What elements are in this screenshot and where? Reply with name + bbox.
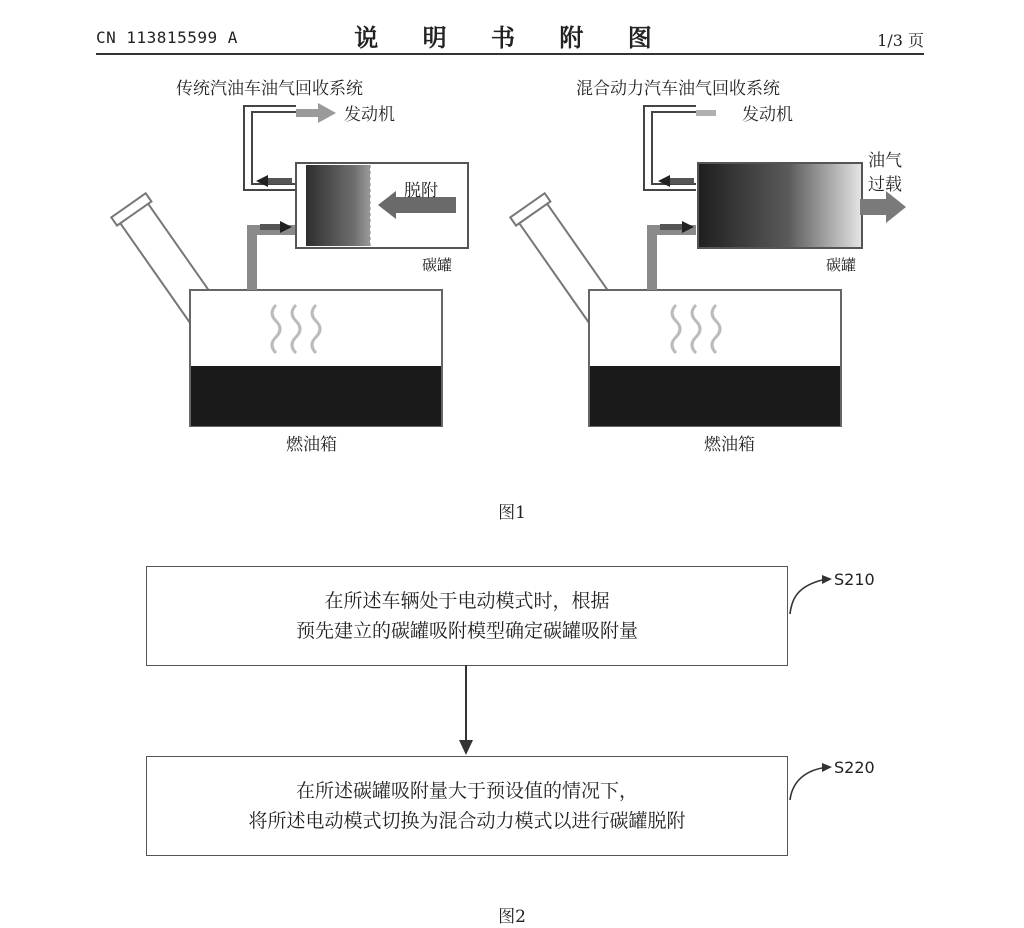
right-engine-label: 发动机 <box>742 105 793 125</box>
step-s210-line1: 在所述车辆处于电动模式时，根据 <box>324 589 610 612</box>
step-box-s210 <box>146 566 788 666</box>
right-tank-label: 燃油箱 <box>704 435 755 455</box>
step-s220-line1: 在所述碳罐吸附量大于预设值的情况下， <box>295 779 638 802</box>
s210-leader <box>790 580 822 614</box>
patent-number: CN 113815599 A <box>96 28 238 47</box>
page-header <box>0 0 1024 60</box>
right-panel-title: 混合动力汽车油气回收系统 <box>576 79 780 99</box>
left-engine-label: 发动机 <box>344 105 395 125</box>
figure-1 <box>0 60 1024 480</box>
left-panel-title: 传统汽油车油气回收系统 <box>176 79 363 99</box>
figure-2-caption: 图2 <box>498 907 526 927</box>
right-overload-label-line1: 油气 <box>868 151 902 171</box>
s220-leader <box>790 768 822 800</box>
page-title: 说 明 书 附 图 <box>354 24 670 52</box>
page-number: 1/3 页 <box>877 31 924 50</box>
right-overload-label-line2: 过载 <box>868 175 902 195</box>
flow-arrow-head <box>459 740 473 755</box>
header-rule <box>96 53 924 55</box>
step-id-s210: S210 <box>834 570 875 589</box>
left-tank-label: 燃油箱 <box>286 435 337 455</box>
right-canister-label: 碳罐 <box>826 256 857 274</box>
step-box-s220 <box>146 756 788 856</box>
left-panel-drawing <box>111 103 468 426</box>
left-desorb-label: 脱附 <box>404 181 438 201</box>
left-canister-label: 碳罐 <box>422 256 453 274</box>
figure-1-caption: 图1 <box>498 503 526 523</box>
step-s210-line2: 预先建立的碳罐吸附模型确定碳罐吸附量 <box>295 620 638 642</box>
step-id-s220: S220 <box>834 758 875 777</box>
step-s220-line2: 将所述电动模式切换为混合动力模式以进行碳罐脱附 <box>248 810 686 832</box>
figure-1-drawing <box>0 60 1024 480</box>
